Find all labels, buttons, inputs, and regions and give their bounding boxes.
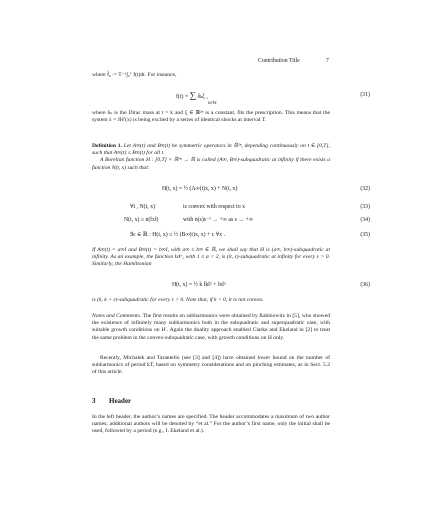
- definition-label: Definition 1.: [92, 143, 122, 149]
- paragraph-recent: Recently, Michalek and Tarantello (see [3] and [4]) have obtained lower bound on the number of subharmonics of period kT, based on symmetry considerations and on pinching estimates, as in Sect. 5.2 of this article.: [92, 355, 330, 376]
- paragraph-dirac: where δₖ is the Dirac mass at t = k and ξ ∈ ℝ²ⁿ is a constant, fits the prescription. This means that the system ẋ = JH′(x) is being excited by a series of identical shocks at interval T.: [92, 110, 330, 124]
- definition-text-2: A Borelian function H : [0,T] × ℝ²ⁿ → ℝ is called (A∞, B∞)-subquadratic at infinity if there exists a function N(t, x) such that:: [92, 157, 330, 171]
- eq31-sum: ∑: [189, 90, 196, 100]
- eq31-sum-subscript: k∈ℕ: [208, 100, 217, 105]
- equation-33-right: is convex with respect to x: [183, 204, 245, 210]
- running-title: Contribution Title: [258, 58, 300, 64]
- equation-32: H(t, x) = ½ (A∞(t)x, x) + N(t, x): [162, 186, 238, 192]
- paragraph-after-36: is (k, k + ε)-subquadratic for every ε > 0. Note that, if k < 0, it is not convex.: [92, 297, 264, 303]
- paragraph-header: In the left header, the author’s names are specified. The header accommodates a maximum of two author names; additional authors will be denoted by “et al.” For the author’s first name, only the initial shall be used, followed by a period (e.g., I. Ekeland et al.).: [92, 414, 330, 435]
- equation-36: H(t, x) = ½ k ‖k‖² + ‖x‖ᵅ: [172, 282, 226, 288]
- page-number: 7: [326, 58, 329, 64]
- eq31-number: (31): [360, 92, 370, 98]
- equation-34-left: N(t, x) ≥ n(‖x‖): [124, 217, 159, 223]
- section-heading: [92, 397, 131, 405]
- equation-35: ∃c ∈ ℝ : H(t, x) ≤ ½ (B∞(t)x, x) + c ∀x .: [130, 232, 226, 238]
- equation-33-left: ∀t , N(t, x): [130, 204, 155, 210]
- section-title: Header: [109, 397, 132, 405]
- eq31-lhs: f(t) =: [176, 94, 189, 100]
- eq36-number: (36): [360, 282, 370, 288]
- eq31-rhs: δₖξ ,: [197, 94, 208, 100]
- paragraph-example: If A∞(t) = a∞I and B∞(t) = b∞I, with a∞ ≤ b∞ ∈ ℝ, we shall say that H is (a∞, b∞)-subquadratic at infinity. As an example, the function ‖x‖ᵅ, with 1 ≤ α < 2, is (0, ε)-subquadratic at infinity for every ε > 0. Similarly, the Hamiltonian: [92, 247, 330, 268]
- intro-line: where f̂₀ := T⁻¹∫₀ᵀ f(t)dt. For instance,: [92, 72, 177, 78]
- eq32-number: (32): [360, 186, 370, 192]
- equation-34-right: with n(s)s⁻¹ → +∞ as s → +∞: [183, 217, 254, 223]
- eq35-number: (35): [360, 232, 370, 238]
- eq33-number: (33): [360, 204, 370, 210]
- eq34-number: (34): [360, 217, 370, 223]
- notes-label: Notes and Comments.: [92, 313, 142, 319]
- notes-and-comments: [92, 313, 330, 342]
- notes-text: The first results on subharmonics were obtained by Rabinowitz in [5], who showed the existence of infinitely many subharmonics both in the subquadratic and superquadratic case, with suitable growth conditions on H′. Again the duality approach enabled Clarke and Ekeland in [2] to treat the same problem in the convex-subquadratic case, with growth conditions on H only.: [92, 313, 331, 341]
- definition-1: [92, 143, 330, 172]
- definition-text: Let A∞(t) and B∞(t) be symmetric operators in ℝ²ⁿ, depending continuously on t ∈ [0,T], such that A∞(t) ≤ B∞(t) for all t.: [92, 143, 330, 157]
- section-number: 3: [92, 397, 96, 405]
- equation-31: [176, 90, 208, 100]
